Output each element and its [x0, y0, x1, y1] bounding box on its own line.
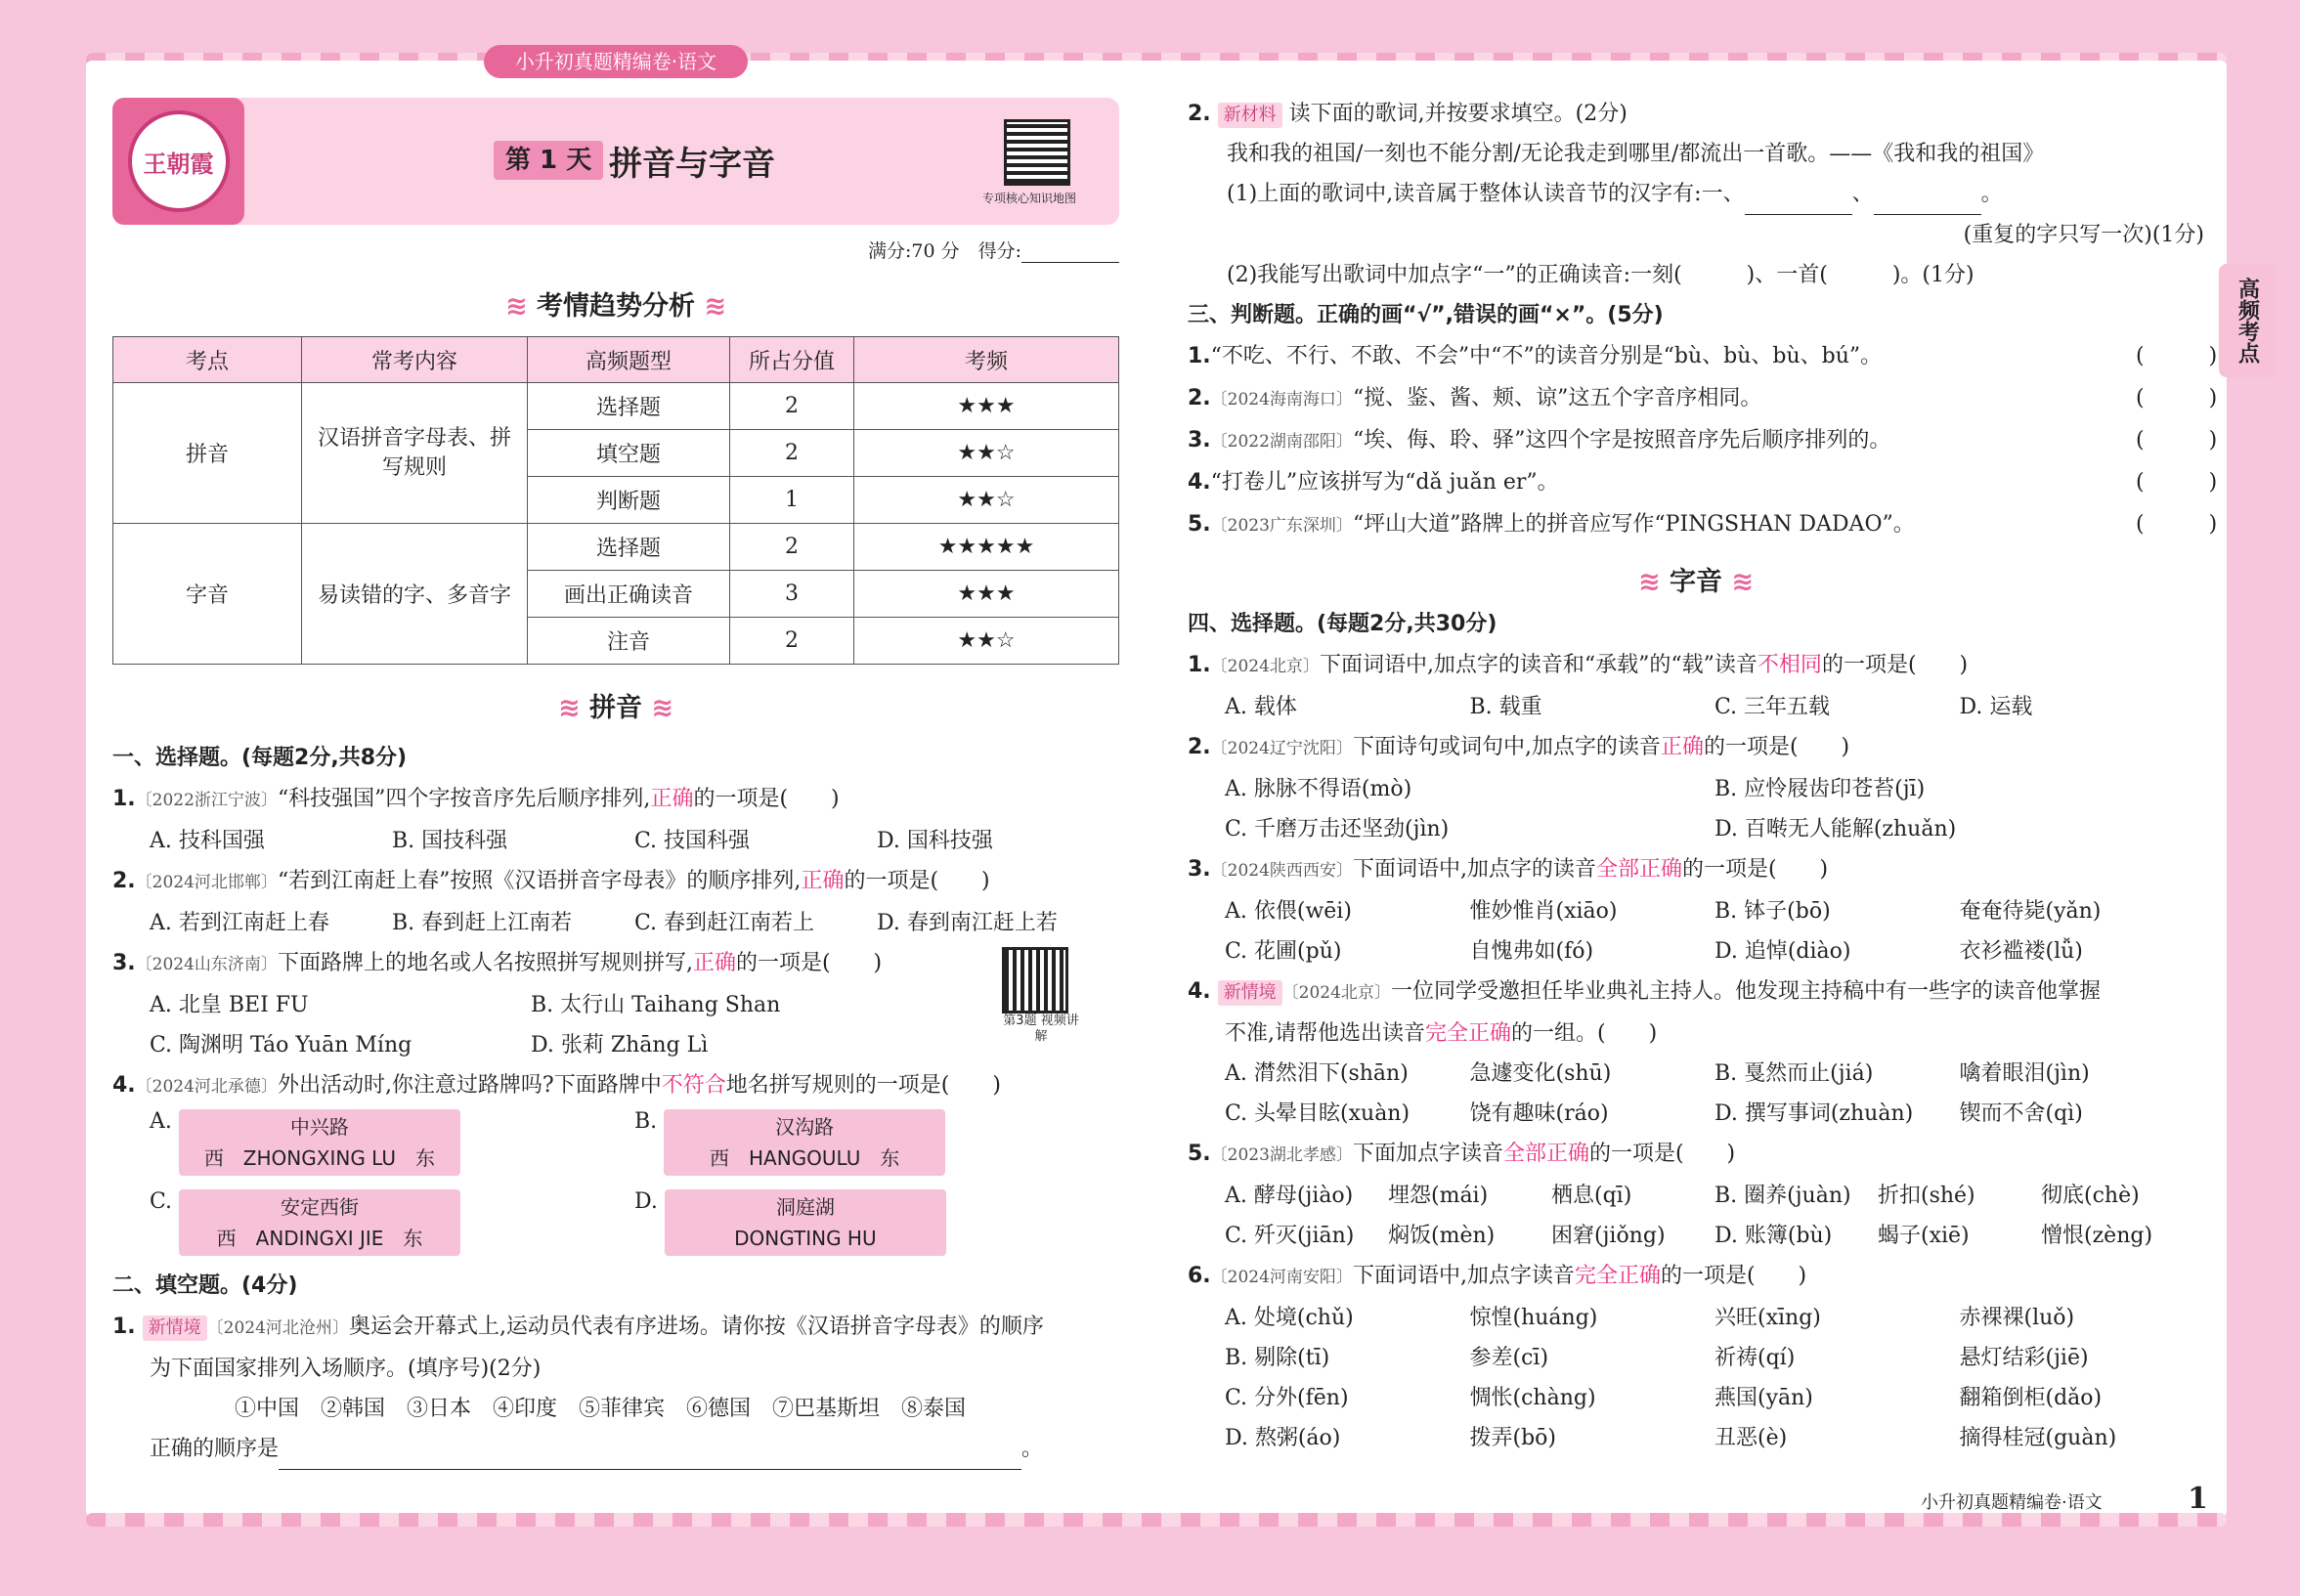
options-row: A. 依偎(wēi) 惟妙惟肖(xiāo) B. 钵子(bō) 奄奄待毙(yǎn) — [1188, 891, 2204, 931]
sub-question-1: (1)上面的歌词中,读音属于整体认读音节的汉字有:一、 、 。 — [1188, 174, 2204, 215]
options-row: B. 剔除(tī) 参差(cī) 祈祷(qí) 悬灯结彩(jiē) — [1188, 1338, 2204, 1378]
option[interactable]: B. 应怜屐齿印苍苔(jī) — [1714, 777, 1926, 801]
options-row — [112, 1025, 912, 1065]
section-3-heading: 三、判断题。正确的画“√”,错误的画“×”。(5分) — [1188, 303, 1664, 327]
col-header: 考频 — [854, 337, 1119, 383]
option[interactable]: B. 春到赶上江南若 — [392, 911, 573, 935]
lyric: 我和我的祖国/一刻也不能分割/无论我走到哪里/都流出一首歌。——《我和我的祖国》 — [1227, 142, 2045, 166]
answer-box[interactable]: ( ) — [2136, 344, 2218, 368]
option[interactable]: B. 太行山 Taihang Shan — [531, 993, 781, 1017]
table-row: 填空题 2 ★★☆ — [113, 430, 1119, 477]
question-4-4: 4. 新情境 〔2024北京〕一位同学受邀担任毕业典礼主持人。他发现主持稿中有一些字的读音他掌握 — [1188, 979, 2101, 1004]
option[interactable]: A. 技科国强 — [150, 829, 265, 853]
col-header: 常考内容 — [302, 337, 528, 383]
answer-line: 正确的顺序是 。 — [112, 1429, 1119, 1470]
col-header: 所占分值 — [730, 337, 854, 383]
option[interactable]: B. 圈养(juàn) — [1714, 1184, 1851, 1208]
options-row: C. 分外(fēn) 惆怅(chàng) 燕国(yān) 翻箱倒柜(dǎo) — [1188, 1378, 2204, 1418]
new-context-tag: 新情境 — [143, 1316, 207, 1341]
option[interactable]: C. 陶渊明 Táo Yuān Míng — [150, 1033, 412, 1057]
page-title: 拼音与字音 — [609, 145, 775, 184]
options-row — [112, 821, 1119, 861]
qr-caption: 专项核心知识地图 — [982, 192, 1077, 205]
question-text: 为下面国家排列入场顺序。(填序号)(2分) — [150, 1357, 542, 1381]
option[interactable]: D. 张莉 Zhāng Lì — [531, 1033, 709, 1057]
pinyin-section-title: ≋ 拼音 ≋ — [557, 693, 674, 723]
road-sign: 中兴路 西 ZHONGXING LU 东 — [179, 1109, 460, 1176]
table-row: 画出正确读音 3 ★★★ — [113, 571, 1119, 618]
judge-item: ( ) 5.〔2023广东深圳〕“坪山大道”路牌上的拼音应写作“PINGSHAN DADAO”。 — [1188, 504, 2204, 546]
answer-box[interactable]: ( ) — [2136, 470, 2218, 495]
score-line — [112, 237, 1119, 263]
section-1-heading: 一、选择题。(每题2分,共8分) — [112, 746, 408, 770]
right-column — [1188, 98, 2218, 1458]
new-material-tag: 新材料 — [1218, 103, 1282, 128]
full-score: 满分:70 分 — [867, 240, 960, 262]
judge-item: ( ) 3.〔2022湖南邵阳〕“埃、侮、聆、驿”这四个字是按照音序先后顺序排列的。 — [1188, 420, 2204, 462]
qr-code-icon[interactable] — [1002, 947, 1068, 1014]
option[interactable]: D. 运载 — [1959, 695, 2033, 719]
option[interactable]: A. 酵母(jiào) — [1225, 1184, 1354, 1208]
road-sign: 汉沟路 西 HANGOULU 东 — [664, 1109, 945, 1176]
option[interactable]: B. 汉沟路 西 HANGOULU 东 — [634, 1109, 1119, 1176]
road-sign: 安定西街 西 ANDINGXI JIE 东 — [179, 1189, 460, 1256]
options-row: C. 歼灭(jiān) 焖饭(mèn) 困窘(jiǒng) D. 账簿(bù) 蝎子(xiē) 憎恨(zèng) — [1188, 1216, 2204, 1256]
option[interactable]: D. 百啭无人能解(zhuǎn) — [1714, 817, 1957, 841]
option[interactable]: D. 追悼(diào) — [1714, 939, 1851, 964]
qr-caption: 第3题 视频讲解 — [1003, 1014, 1079, 1044]
option[interactable]: B. 国技科强 — [392, 829, 508, 853]
option[interactable]: A. 脉脉不得语(mò) — [1225, 777, 1412, 801]
trend-title: ≋ 考情趋势分析 ≋ — [504, 291, 727, 322]
sub-question-2: (2)我能写出歌词中加点字“一”的正确读音:一刻( )、一首( )。(1分) — [1227, 263, 1975, 287]
options-row: A. 处境(chǔ) 惊惶(huáng) 兴旺(xīng) 赤裸裸(luǒ) — [1188, 1298, 2204, 1338]
section-4-heading: 四、选择题。(每题2分,共30分) — [1188, 612, 1497, 636]
option[interactable]: A. 载体 — [1225, 695, 1297, 719]
option[interactable]: B. 钵子(bō) — [1714, 899, 1831, 924]
table-row: 字音 易读错的字、多音字 选择题 2 ★★★★★ — [113, 524, 1119, 571]
signs-row — [112, 1189, 1119, 1256]
title-banner — [112, 98, 1119, 225]
brand-logo — [112, 98, 244, 225]
table-row: 判断题 1 ★★☆ — [113, 477, 1119, 524]
question-4-3: 3.〔2024陕西西安〕下面词语中,加点字的读音全部正确的一项是( ) — [1188, 857, 1829, 882]
answer-box[interactable]: ( ) — [2136, 428, 2218, 453]
option[interactable]: C. 花圃(pǔ) — [1225, 939, 1342, 964]
option[interactable]: D. 熬粥(áo) — [1225, 1426, 1341, 1450]
table-row: 注音 2 ★★☆ — [113, 618, 1119, 665]
answer-blank[interactable] — [1745, 174, 1852, 215]
options-row: D. 熬粥(áo) 拨弄(bō) 丑恶(è) 摘得桂冠(guàn) — [1188, 1418, 2204, 1458]
options-row: C. 头晕目眩(xuàn) 饶有趣味(ráo) D. 撰写事词(zhuàn) 锲而不舍(qì) — [1188, 1094, 2204, 1134]
question-3-block — [112, 943, 1119, 1065]
option[interactable]: A. 处境(chǔ) — [1225, 1306, 1354, 1330]
new-context-tag: 新情境 — [1218, 980, 1282, 1006]
note: (重复的字只写一次)(1分) — [1963, 223, 2204, 247]
option[interactable]: D. 春到南江赶上若 — [877, 911, 1058, 935]
judge-item: ( ) 1.“不吃、不行、不敢、不会”中“不”的读音分别是“bù、bù、bù、bú”。 — [1188, 336, 2204, 378]
option[interactable]: C. 千磨万击还坚劲(jìn) — [1225, 817, 1450, 841]
country-list: ①中国 ②韩国 ③日本 ④印度 ⑤菲律宾 ⑥德国 ⑦巴基斯坦 ⑧泰国 — [235, 1397, 967, 1421]
footer-series: 小升初真题精编卷·语文 — [1921, 1492, 2103, 1513]
page-number: 1 — [2188, 1482, 2208, 1516]
option[interactable]: B. 剔除(tī) — [1225, 1346, 1330, 1370]
options-row — [1188, 809, 2204, 849]
option[interactable]: B. 载重 — [1469, 695, 1542, 719]
point-cell: 拼音 — [113, 383, 302, 524]
option[interactable]: C. 技国科强 — [634, 829, 751, 853]
side-tab: 高频考点 — [2219, 264, 2276, 377]
answer-box[interactable]: ( ) — [2136, 386, 2218, 410]
option[interactable]: D. 撰写事词(zhuàn) — [1714, 1101, 1914, 1126]
option[interactable]: C. 分外(fēn) — [1225, 1386, 1349, 1410]
day-tag: 第 1 天 — [494, 141, 603, 180]
fill-question-1: 1. 新情境 〔2024河北沧州〕奥运会开幕式上,运动员代表有序进场。请你按《汉语拼音字母表》的顺序 — [112, 1315, 1044, 1339]
option[interactable]: B. 戛然而止(jiá) — [1714, 1061, 1874, 1086]
option[interactable]: C. 头晕目眩(xuàn) — [1225, 1101, 1410, 1126]
option[interactable]: A. 北皇 BEI FU — [150, 993, 309, 1017]
logo-text: 王朝霞 — [128, 110, 230, 212]
option[interactable]: A. 潸然泪下(shān) — [1225, 1061, 1409, 1086]
options-row: A. 潸然泪下(shān) 急遽变化(shū) B. 戛然而止(jiá) 噙着眼泪(jìn) — [1188, 1054, 2204, 1094]
options-row: C. 花圃(pǔ) 自愧弗如(fó) D. 追悼(diào) 衣衫褴褛(lǚ) — [1188, 931, 2204, 971]
bottom-wave-border — [86, 1513, 2227, 1527]
question-4-2: 2.〔2024辽宁沈阳〕下面诗句或词句中,加点字的读音正确的一项是( ) — [1188, 735, 1850, 759]
col-header: 考点 — [113, 337, 302, 383]
qr-code-icon[interactable] — [1004, 119, 1070, 186]
fill-question-2: 2. 新材料 读下面的歌词,并按要求填空。(2分) — [1188, 102, 1627, 126]
judge-item: ( ) 2.〔2024海南海口〕“搅、鉴、酱、颊、谅”这五个字音序相同。 — [1188, 378, 2204, 420]
options-row: A. 酵母(jiào) 埋怨(mái) 栖息(qī) B. 圈养(juàn) 折扣(shé) 彻底(chè) — [1188, 1176, 2204, 1216]
option[interactable]: C. 三年五载 — [1714, 695, 1831, 719]
series-header: 小升初真题精编卷·语文 — [484, 45, 748, 78]
options-row — [1188, 769, 2204, 809]
video-qr[interactable] — [1002, 947, 1080, 1045]
question-4-5: 5.〔2023湖北孝感〕下面加点字读音全部正确的一项是( ) — [1188, 1142, 1736, 1166]
question-text: 不准,请帮他选出读音完全正确的一组。( ) — [1225, 1021, 1658, 1046]
col-header: 高频题型 — [528, 337, 730, 383]
ziyin-section-title: ≋ 字音 ≋ — [1637, 567, 1755, 597]
signs-row — [112, 1109, 1119, 1176]
trend-table — [112, 336, 1119, 665]
option[interactable]: C. 歼灭(jiān) — [1225, 1224, 1355, 1248]
option[interactable]: C. 春到赶江南若上 — [634, 911, 815, 935]
section-2-heading: 二、填空题。(4分) — [112, 1273, 298, 1298]
point-cell: 字音 — [113, 524, 302, 665]
left-column — [112, 98, 1119, 1470]
question-1: 1.〔2022浙江宁波〕“科技强国”四个字按音序先后顺序排列,正确的一项是( ) — [112, 787, 840, 811]
option[interactable]: D. 账簿(bù) — [1714, 1224, 1833, 1248]
question-4-6: 6.〔2024河南安阳〕下面词语中,加点字读音完全正确的一项是( ) — [1188, 1264, 1807, 1288]
road-sign: 洞庭湖 DONGTING HU — [665, 1189, 946, 1256]
option[interactable]: A. 若到江南赶上春 — [150, 911, 329, 935]
option[interactable]: A. 依偎(wēi) — [1225, 899, 1352, 924]
question-4: 4.〔2024河北承德〕外出活动时,你注意过路牌吗?下面路牌中不符合地名拼写规则的一项是( ) — [112, 1073, 1001, 1098]
option[interactable]: D. 国科技强 — [877, 829, 993, 853]
table-row: 拼音 汉语拼音字母表、拼写规则 选择题 2 ★★★ — [113, 383, 1119, 430]
answer-blank[interactable] — [279, 1429, 1021, 1470]
score-blank[interactable] — [1021, 240, 1119, 263]
option[interactable]: C. 安定西街 西 ANDINGXI JIE 东 — [150, 1189, 634, 1256]
answer-box[interactable]: ( ) — [2136, 512, 2218, 537]
option[interactable]: A. 中兴路 西 ZHONGXING LU 东 — [150, 1109, 634, 1176]
options-row — [112, 903, 1119, 943]
options-row — [112, 985, 912, 1025]
answer-blank[interactable] — [1874, 174, 1981, 215]
score-label: 得分: — [977, 240, 1021, 262]
judge-item: ( ) 4.“打卷儿”应该拼写为“dǎ juǎn er”。 — [1188, 462, 2204, 504]
options-row — [1188, 687, 2204, 727]
question-2: 2.〔2024河北邯郸〕“若到江南赶上春”按照《汉语拼音字母表》的顺序排列,正确的一项是( ) — [112, 869, 990, 893]
option[interactable]: D. 洞庭湖 DONGTING HU — [634, 1189, 1119, 1256]
content-cell: 汉语拼音字母表、拼写规则 — [302, 383, 528, 524]
content-cell: 易读错的字、多音字 — [302, 524, 528, 665]
question-3: 3.〔2024山东济南〕下面路牌上的地名或人名按照拼写规则拼写,正确的一项是( ) — [112, 951, 883, 975]
question-4-1: 1.〔2024北京〕下面词语中,加点字的读音和“承载”的“载”读音不相同的一项是( ) — [1188, 653, 1969, 677]
